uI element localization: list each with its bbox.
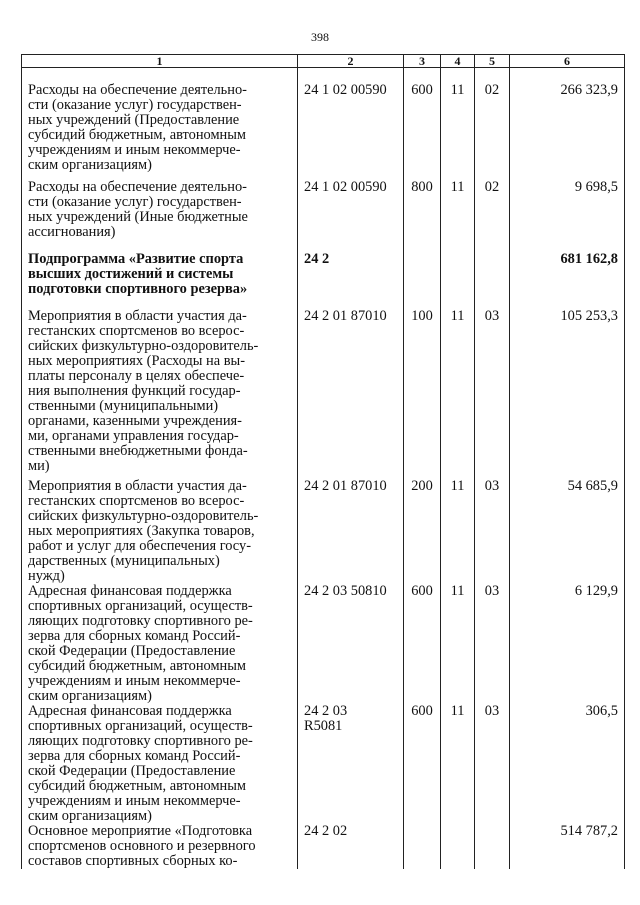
row-subsection: [475, 824, 510, 869]
row-section: [441, 252, 475, 309]
row-target-code: 24 2 01 87010: [298, 479, 404, 584]
row-description: Основное мероприятие «Подготовка спортсменов основного и резервного составов спортивных сборных ко-: [22, 824, 298, 869]
row-amount: 306,5: [510, 704, 625, 824]
row-amount: 681 162,8: [510, 252, 625, 309]
row-expense-type: 600: [404, 584, 441, 704]
row-target-code: 24 2 02: [298, 824, 404, 869]
row-section: 11: [441, 704, 475, 824]
header-col-1: 1: [22, 55, 298, 68]
row-section: 11: [441, 180, 475, 252]
table-row: [22, 252, 625, 309]
header-col-2: 2: [298, 55, 404, 68]
row-amount: 54 685,9: [510, 479, 625, 584]
row-description: Расходы на обеспечение деятельно- сти (оказание услуг) государствен- ных учреждений (Иные бюджетные ассигнования): [22, 180, 298, 252]
row-target-code: 24 2 01 87010: [298, 309, 404, 479]
row-amount: 514 787,2: [510, 824, 625, 869]
row-description: Адресная финансовая поддержка спортивных организаций, осуществ- ляющих подготовку спортивного ре- зерва для сборных команд Россий- ской Федерации (Предоставление субсидий бюджетным, автономным учреждениям и иным некоммерче- ским организациям): [22, 704, 298, 824]
table-row: [22, 704, 625, 824]
row-amount: 9 698,5: [510, 180, 625, 252]
page-number: 398: [311, 30, 329, 44]
row-expense-type: 800: [404, 180, 441, 252]
header-col-3: 3: [404, 55, 441, 68]
row-target-code: 24 2 03 50810: [298, 584, 404, 704]
row-amount: 105 253,3: [510, 309, 625, 479]
row-expense-type: [404, 824, 441, 869]
row-subsection: 03: [475, 704, 510, 824]
row-section: [441, 824, 475, 869]
row-description: Мероприятия в области участия да- гестанских спортсменов во всерос- сийских физкультурно-оздоровитель- ных мероприятиях (Закупка товаров, работ и услуг для обеспечения госу- дарственных (муниципальных) нужд): [22, 479, 298, 584]
row-description: Подпрограмма «Развитие спорта высших достижений и системы подготовки спортивного резерва»: [22, 252, 298, 309]
header-col-6: 6: [510, 55, 625, 68]
header-col-5: 5: [475, 55, 510, 68]
row-expense-type: 100: [404, 309, 441, 479]
table-row: [22, 309, 625, 479]
row-subsection: 02: [475, 68, 510, 180]
row-target-code: 24 2 03 R5081: [298, 704, 404, 824]
row-section: 11: [441, 68, 475, 180]
table-row: [22, 68, 625, 180]
budget-table: [21, 54, 625, 869]
row-amount: 6 129,9: [510, 584, 625, 704]
table-row: [22, 824, 625, 869]
row-section: 11: [441, 584, 475, 704]
row-section: 11: [441, 479, 475, 584]
table-row: [22, 479, 625, 584]
row-section: 11: [441, 309, 475, 479]
row-target-code: 24 1 02 00590: [298, 180, 404, 252]
row-subsection: 03: [475, 479, 510, 584]
table-row: [22, 180, 625, 252]
row-expense-type: 600: [404, 68, 441, 180]
row-target-code: 24 1 02 00590: [298, 68, 404, 180]
row-subsection: 02: [475, 180, 510, 252]
row-amount: 266 323,9: [510, 68, 625, 180]
row-subsection: 03: [475, 584, 510, 704]
row-expense-type: 600: [404, 704, 441, 824]
row-target-code: 24 2: [298, 252, 404, 309]
row-subsection: [475, 252, 510, 309]
table-row: [22, 584, 625, 704]
row-expense-type: [404, 252, 441, 309]
row-description: Расходы на обеспечение деятельно- сти (оказание услуг) государствен- ных учреждений (Предоставление субсидий бюджетным, автономным учреждениям и иным некоммерче- ским организациям): [22, 68, 298, 180]
row-expense-type: 200: [404, 479, 441, 584]
row-subsection: 03: [475, 309, 510, 479]
header-row: [22, 55, 625, 68]
row-description: Мероприятия в области участия да- гестанских спортсменов во всерос- сийских физкультурно-оздоровитель- ных мероприятиях (Расходы на вы- платы персоналу в целях обеспече- ния выполнения функций государ- ственными (муниципальными) органами, казенными учреждения- ми, органами управления государ- ственными внебюджетными фонда- ми): [22, 309, 298, 479]
header-col-4: 4: [441, 55, 475, 68]
row-description: Адресная финансовая поддержка спортивных организаций, осуществ- ляющих подготовку спортивного ре- зерва для сборных команд Россий- ской Федерации (Предоставление субсидий бюджетным, автономным учреждениям и иным некоммерче- ским организациям): [22, 584, 298, 704]
